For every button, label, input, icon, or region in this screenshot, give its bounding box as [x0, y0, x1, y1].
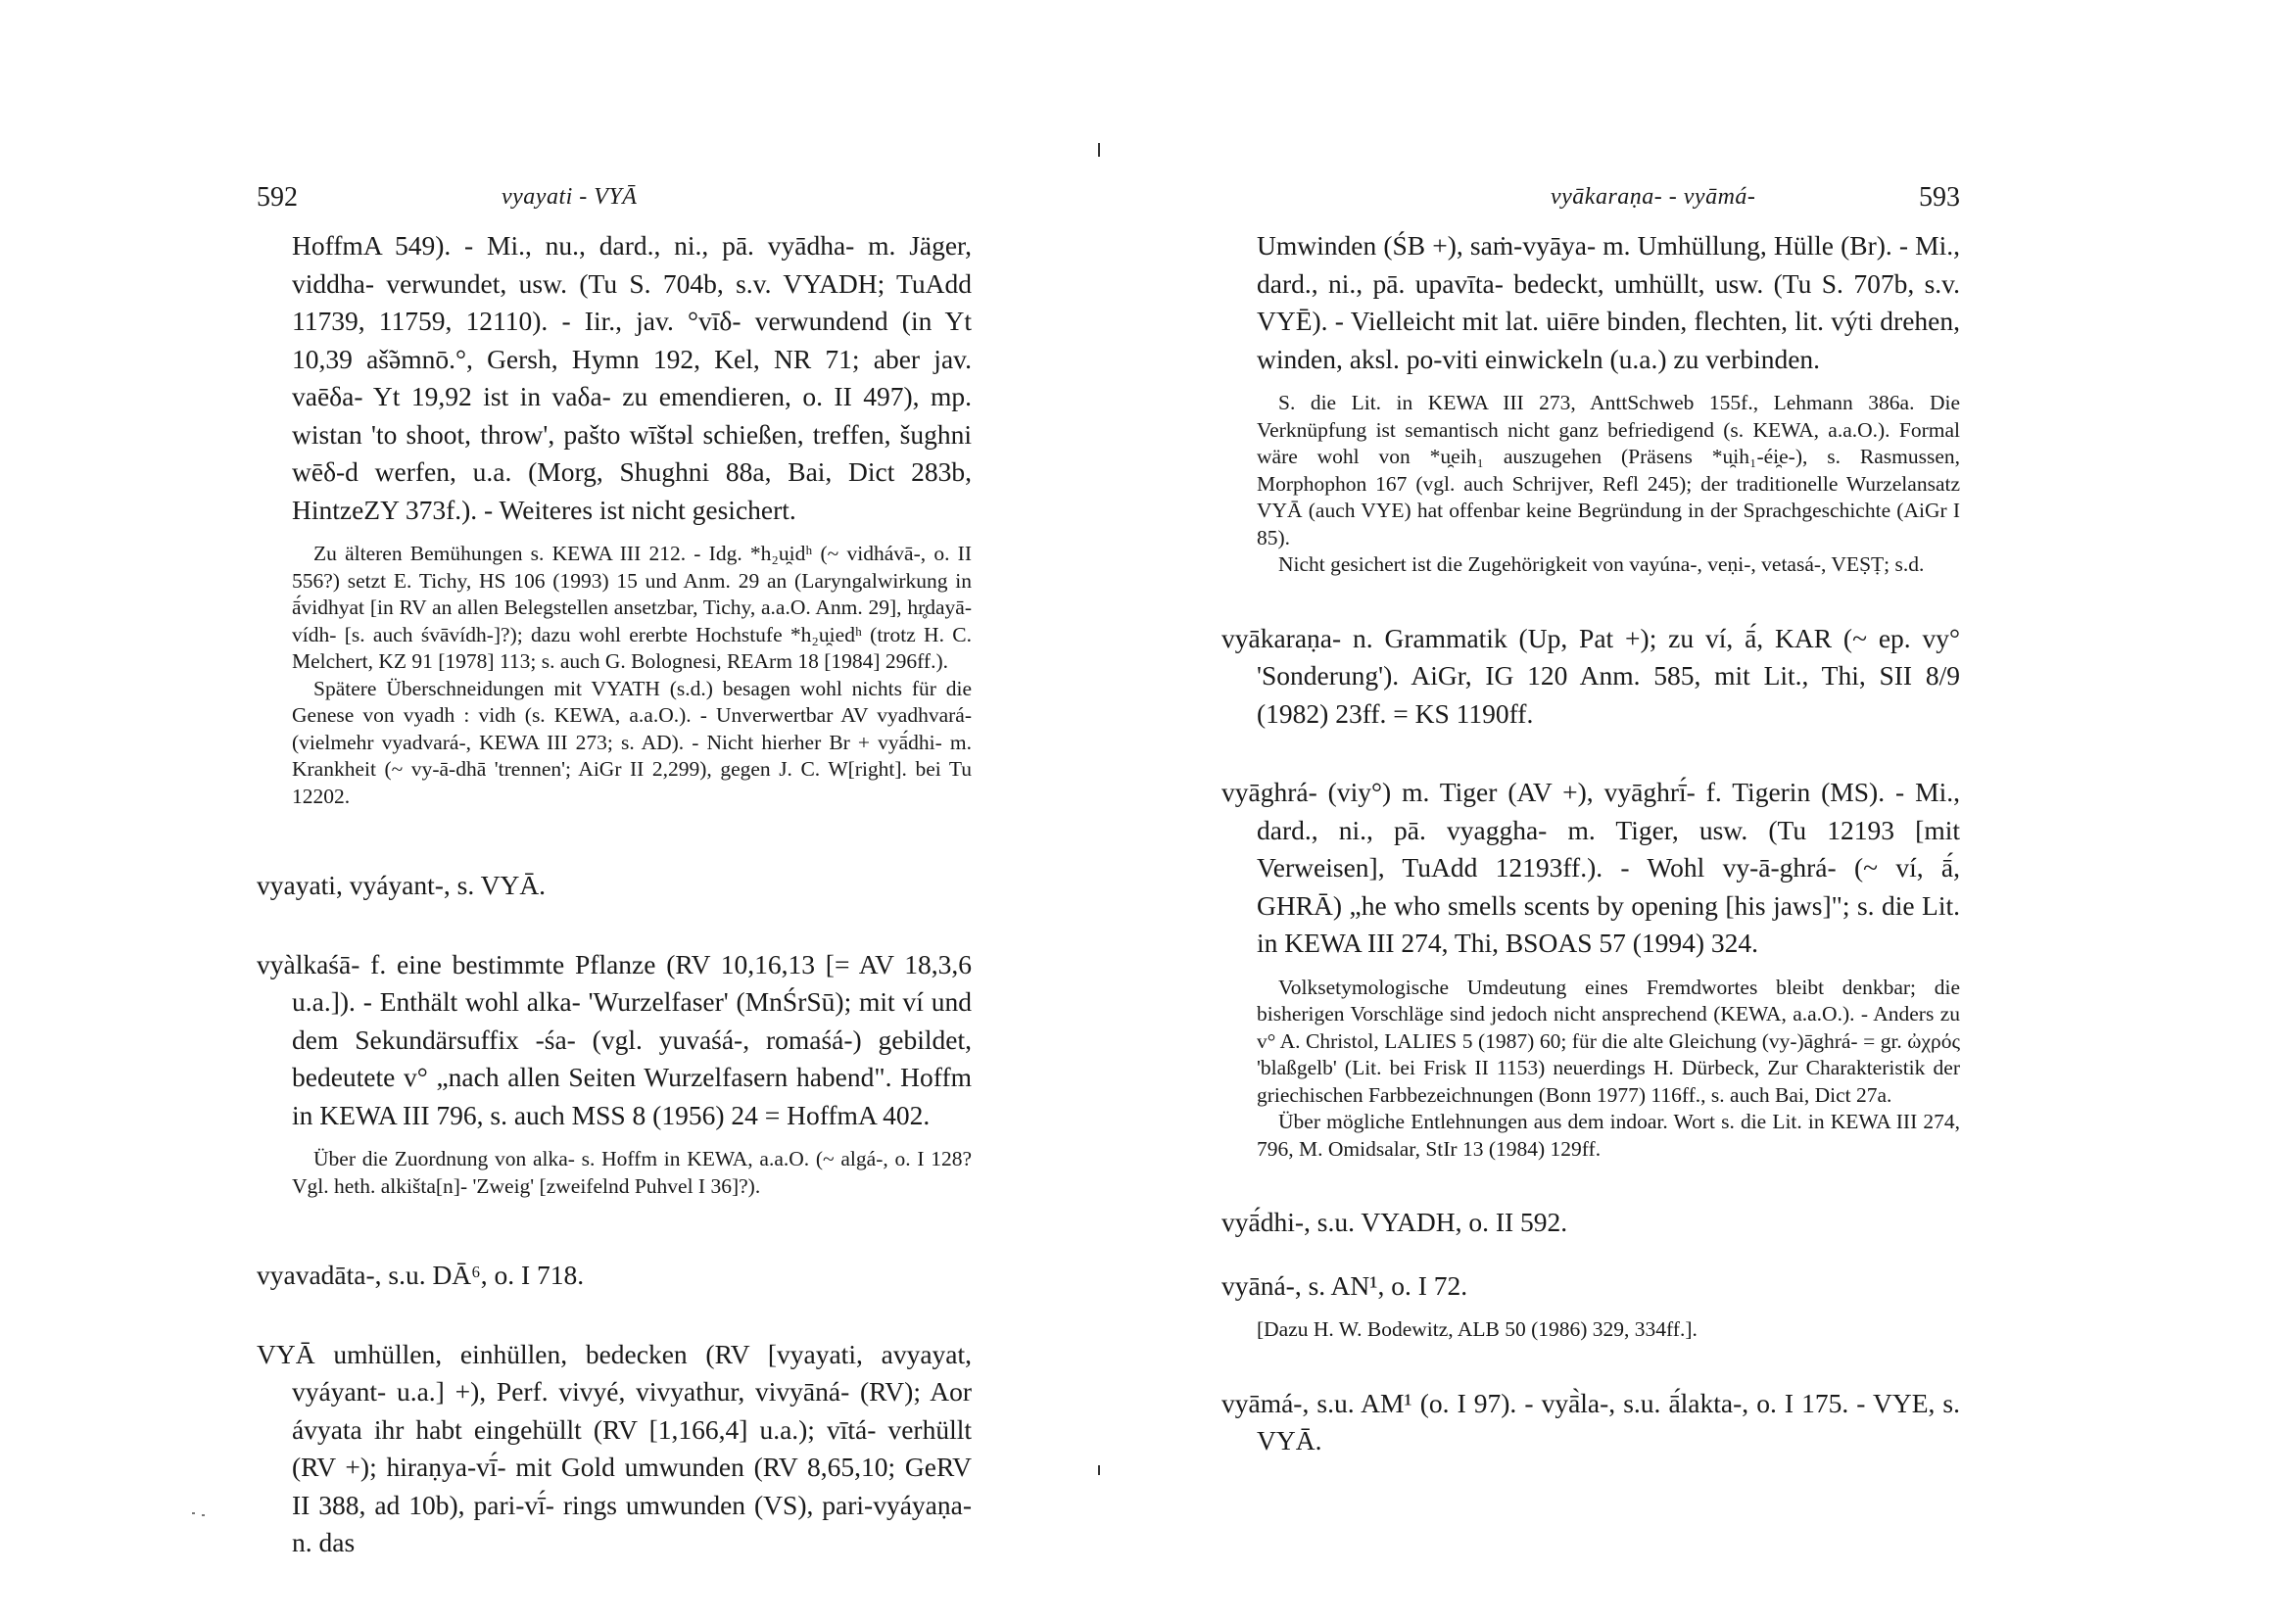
note-vyana: [Dazu H. W. Bodewitz, ALB 50 (1986) 329, 334ff.].: [1257, 1317, 1698, 1341]
gutter-mark-bottom: [1098, 1465, 1100, 1475]
right-running-head: [1257, 182, 1960, 217]
scan-speck: [192, 1512, 195, 1514]
right-note-literature: S. die Lit. in KEWA III 273, AnttSchweb 155f., Lehmann 386a. Die Verknüpfung ist semantisch nicht ganz befriedigend (s. KEWA, a.a.O.). Formal wäre wohl von *u̯eih₁ auszugehen (Präsens *u̯ih₁-éi̯e-), s. Rasmussen, Morphophon 167 (vgl. auch Schrijver, Refl 245); der traditionelle Wurzelansatz VYĀ (auch VYE) hat offenbar keine Begründung in der Sprachgeschichte (AiGr I 85).: [1257, 391, 1960, 549]
entry-vyalkasa: vyàlkaśā- f. eine bestimmte Pflanze (RV 10,16,13 [= AV 18,3,6 u.a.]). - Enthält wohl alka- 'Wurzelfaser' (MnŚrSū); mit ví und dem Sekundärsuffix -śa- (vgl. yuvaśá-, romaśá-) gebildet, bedeutete v° „nach allen Seiten Wurzelfasern habend". Hoffm in KEWA III 796, s. auch MSS 8 (1956) 24 = HoffmA 402.: [257, 948, 972, 1130]
entry-vyaghra: vyāghrá- (viy°) m. Tiger (AV +), vyāghrī́- f. Tigerin (MS). - Mi., dard., ni., pā. vyaggha- m. Tiger, usw. (Tu 12193 [mit Verweisen], TuAdd 12193ff.). - Wohl vy-ā-ghrá- (~ ví, ā́, GHRĀ) „he who smells scents by opening [his jaws]"; s. die Lit. in KEWA III 274, Thi, BSOAS 57 (1994) 324.: [1221, 777, 1960, 958]
entry-vyadhi: vyā́dhi-, s.u. VYADH, o. II 592.: [1221, 1207, 1568, 1237]
left-running-head: [257, 182, 972, 217]
left-note-earlier-attempts: Zu älteren Bemühungen s. KEWA III 212. - Idg. *h₂u̯idʰ (~ vidhávā-, o. II 556?) setzt E. Tichy, HS 106 (1993) 15 und Anm. 29 an (Laryngalwirkung in ā́vidhyat [in RV an allen Belegstellen ansetzbar, Tichy, a.a.O. Anm. 29], hr̥dayā-vídh- [s. auch śvāvídh-]?); dazu wohl ererbte Hochstufe *h₂u̯iedʰ (trotz H. C. Melchert, KZ 91 [1978] 113; s. auch G. Bolognesi, REArm 18 [1984] 296ff.).: [292, 542, 972, 673]
gutter-mark-top: [1098, 143, 1100, 157]
right-page-body: [1221, 227, 1960, 1460]
entry-vyayati: vyayati, vyáyant-, s. VYĀ.: [257, 870, 547, 900]
left-page-body: [257, 227, 972, 1562]
note-vyaghra-folk-etymology: Volksetymologische Umdeutung eines Fremdwortes bleibt denkbar; die bisherigen Vorschläge sind jedoch nicht ansprechend (KEWA, a.a.O.). - Anders zu v° A. Christol, LALIES 5 (1987) 60; für die alte Gleichung (vy-)āghrá- = gr. ὠχρός 'blaßgelb' (Lit. bei Frisk II 1153) neuerdings H. Dürbeck, Zur Charakteristik der griechischen Farbbezeichnungen (Bonn 1977) 116ff., s. auch Bai, Dict 27a.: [1257, 975, 1960, 1107]
left-paragraph-continuation: HoffmA 549). - Mi., nu., dard., ni., pā. vyādha- m. Jäger, viddha- verwundet, usw. (Tu S. 704b, s.v. VYADH; TuAdd 11739, 11759, 12110). - Iir., jav. °vīδ- verwundend (in Yt 10,39 aš̃əmnō.°, Gersh, Hymn 192, Kel, NR 71; aber jav. vaēδa- Yt 19,92 ist in vaδa- zu emendieren, o. II 497), mp. wistan 'to shoot, throw', pašto wīštəl schießen, treffen, šughni wēδ-d werfen, u.a. (Morg, Shughni 88a, Bai, Dict 283b, HintzeZY 373f.). - Weiteres ist nicht gesichert.: [292, 230, 972, 525]
entry-vyakarana: vyākaraṇa- n. Grammatik (Up, Pat +); zu ví, ā́, KAR (~ ep. vy° 'Sonderung'). AiGr, IG 120 Anm. 585, mit Lit., Thi, SII 8/9 (1982) 23ff. = KS 1190ff.: [1221, 622, 1960, 729]
left-running-title: vyayati - VYĀ: [502, 184, 638, 210]
right-running-title: vyākaraṇa- - vyāmá-: [1551, 184, 1756, 210]
left-page-number: 592: [257, 182, 298, 213]
scan-speck: [202, 1514, 205, 1516]
note-vyaghra-loans: Über mögliche Entlehnungen aus dem indoar. Wort s. die Lit. in KEWA III 274, 796, M. Omidsalar, StIr 13 (1984) 129ff.: [1257, 1110, 1960, 1161]
right-note-uncertain: Nicht gesichert ist die Zugehörigkeit von vayúna-, veṇi-, vetasá-, VEṢṬ; s.d.: [1278, 552, 1925, 576]
note-vyalkasa: Über die Zuordnung von alka- s. Hoffm in KEWA, a.a.O. (~ algá-, o. I 128? Vgl. heth. alkišta[n]- 'Zweig' [zweifelnd Puhvel I 36]?).: [292, 1147, 972, 1198]
entry-vyavadata: vyavadāta-, s.u. DĀ⁶, o. I 718.: [257, 1260, 585, 1290]
right-page-number: 593: [1919, 182, 1960, 213]
right-paragraph-continuation: Umwinden (ŚB +), saṁ-vyāya- m. Umhüllung, Hülle (Br). - Mi., dard., ni., pā. upavīta- bedeckt, umhüllt, usw. (Tu S. 707b, s.v. VYĒ). - Vielleicht mit lat. uiēre binden, flechten, lit. výti drehen, winden, aksl. po-viti einwickeln (u.a.) zu verbinden.: [1257, 230, 1960, 374]
left-note-later-overlaps: Spätere Überschneidungen mit VYATH (s.d.) besagen wohl nichts für die Genese von vyadh : vidh (s. KEWA, a.a.O.). - Unverwertbar AV vyadhvará- (vielmehr vyadvará-, KEWA III 273; s. AD). - Nicht hierher Br + vyā́dhi- m. Krankheit (~ vy-ā-dhā 'trennen'; AiGr II 2,299), gegen J. C. W[right]. bei Tu 12202.: [292, 676, 972, 808]
entry-vyama: vyāmá-, s.u. AM¹ (o. I 97). - vyā̀la-, s.u. ā́lakta-, o. I 175. - VYE, s. VYĀ.: [1221, 1387, 1960, 1455]
entry-vya-root: VYĀ umhüllen, einhüllen, bedecken (RV [vyayati, avyayat, vyáyant- u.a.] +), Perf. vivyé, vivyathur, vivyāná- (RV); Aor ávyata ihr habt eingehüllt (RV [1,166,4] u.a.); vītá- verhüllt (RV +); hiraṇya-vī́- mit Gold umwunden (RV 8,65,10; GeRV II 388, ad 10b), pari-vī́- rings umwunden (VS), pari-vyáyaṇa- n. das: [257, 1338, 972, 1557]
entry-vyana: vyāná-, s. AN¹, o. I 72.: [1221, 1269, 1468, 1301]
